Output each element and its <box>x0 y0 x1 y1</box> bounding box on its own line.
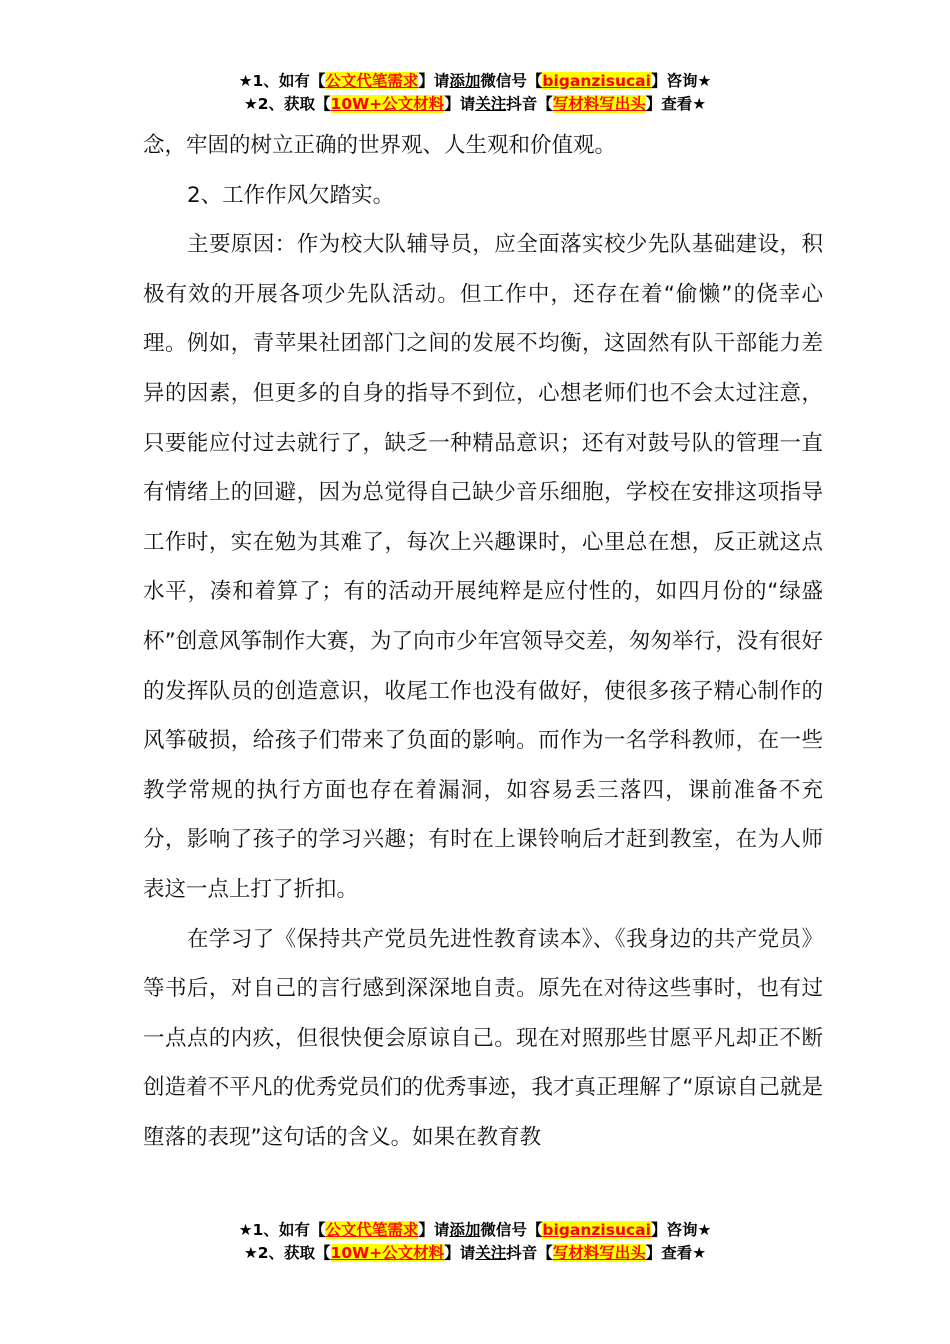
banner-text: 】查看★ <box>645 1244 707 1262</box>
highlight-douyin-account: 写材料写出头 <box>552 95 646 113</box>
banner-text: 抖音【 <box>506 1244 553 1262</box>
banner-text: ★2、获取【 <box>243 95 331 113</box>
highlight-wechat-id: biganzisucai <box>542 1221 651 1239</box>
banner-text: 】请 <box>444 95 476 113</box>
banner-text: ★1、如有【 <box>238 1221 326 1239</box>
banner-emphasis: 添加 <box>449 72 481 90</box>
paragraph: 主要原因：作为校大队辅导员，应全面落实校少先队基础建设，积极有效的开展各项少先队活动。但工作中，还存在着“偷懒”的侥幸心理。例如，青苹果社团部门之间的发展不均衡，这固然有队干部能力差异的因素，但更多的自身的指导不到位，心想老师们也不会太过注意，只要能应付过去就行了，缺乏一种精品意识；还有对鼓号队的管理一直有情绪上的回避，因为总觉得自己缺少音乐细胞，学校在安排这项指导工作时，实在勉为其难了，每次上兴趣课时，心里总在想，反正就这点水平，凑和着算了；有的活动开展纯粹是应付性的，如四月份的“绿盛杯”创意风筝制作大赛，为了向市少年宫领导交差，匆匆举行，没有很好的发挥队员的创造意识，收尾工作也没有做好，使很多孩子精心制作的风筝破损，给孩子们带来了负面的影响。而作为一名学科教师，在一些教学常规的执行方面也存在着漏洞，如容易丢三落四，课前准备不充分，影响了孩子的学习兴趣；有时在上课铃响后才赶到教室，在为人师表这一点上打了折扣。 <box>143 232 823 902</box>
banner-emphasis: 关注 <box>475 1244 507 1262</box>
highlight-materials: 10W+公文材料 <box>330 1244 445 1262</box>
banner-text: 】咨询★ <box>650 1221 712 1239</box>
paragraph-heading: 2、工作作风欠踏实。 <box>187 182 395 208</box>
paragraph-continuation: 念，牢固的树立正确的世界观、人生观和价值观。 <box>143 133 617 158</box>
banner-line-1 <box>0 1219 950 1242</box>
banner-text: 】查看★ <box>645 95 707 113</box>
banner-line-2 <box>0 1242 950 1265</box>
banner-emphasis: 关注 <box>475 95 507 113</box>
banner-line-2 <box>0 93 950 116</box>
banner-text: ★1、如有【 <box>238 72 326 90</box>
footer-banner <box>0 1219 950 1265</box>
banner-text: 】请 <box>444 1244 476 1262</box>
highlight-service: 公文代笔需求 <box>325 1221 419 1239</box>
banner-text: 】请 <box>418 72 450 90</box>
banner-text: 微信号【 <box>480 72 543 90</box>
banner-line-1 <box>0 70 950 93</box>
header-banner <box>0 70 950 116</box>
banner-text: 抖音【 <box>506 95 553 113</box>
banner-text: ★2、获取【 <box>243 1244 331 1262</box>
highlight-douyin-account: 写材料写出头 <box>552 1244 646 1262</box>
highlight-materials: 10W+公文材料 <box>330 95 445 113</box>
document-body <box>143 121 823 1162</box>
paragraph: 在学习了《保持共产党员先进性教育读本》、《我身边的共产党员》等书后，对自己的言行感到深深地自责。原先在对待这些事时，也有过一点点的内疚，但很快便会原谅自己。现在对照那些甘愿平凡却正不断创造着不平凡的优秀党员们的优秀事迹，我才真正理解了“原谅自己就是堕落的表现”这句话的含义。如果在教育教 <box>143 926 823 1150</box>
banner-text: 】咨询★ <box>650 72 712 90</box>
banner-text: 】请 <box>418 1221 450 1239</box>
highlight-service: 公文代笔需求 <box>325 72 419 90</box>
banner-emphasis: 添加 <box>449 1221 481 1239</box>
highlight-wechat-id: biganzisucai <box>542 72 651 90</box>
banner-text: 微信号【 <box>480 1221 543 1239</box>
